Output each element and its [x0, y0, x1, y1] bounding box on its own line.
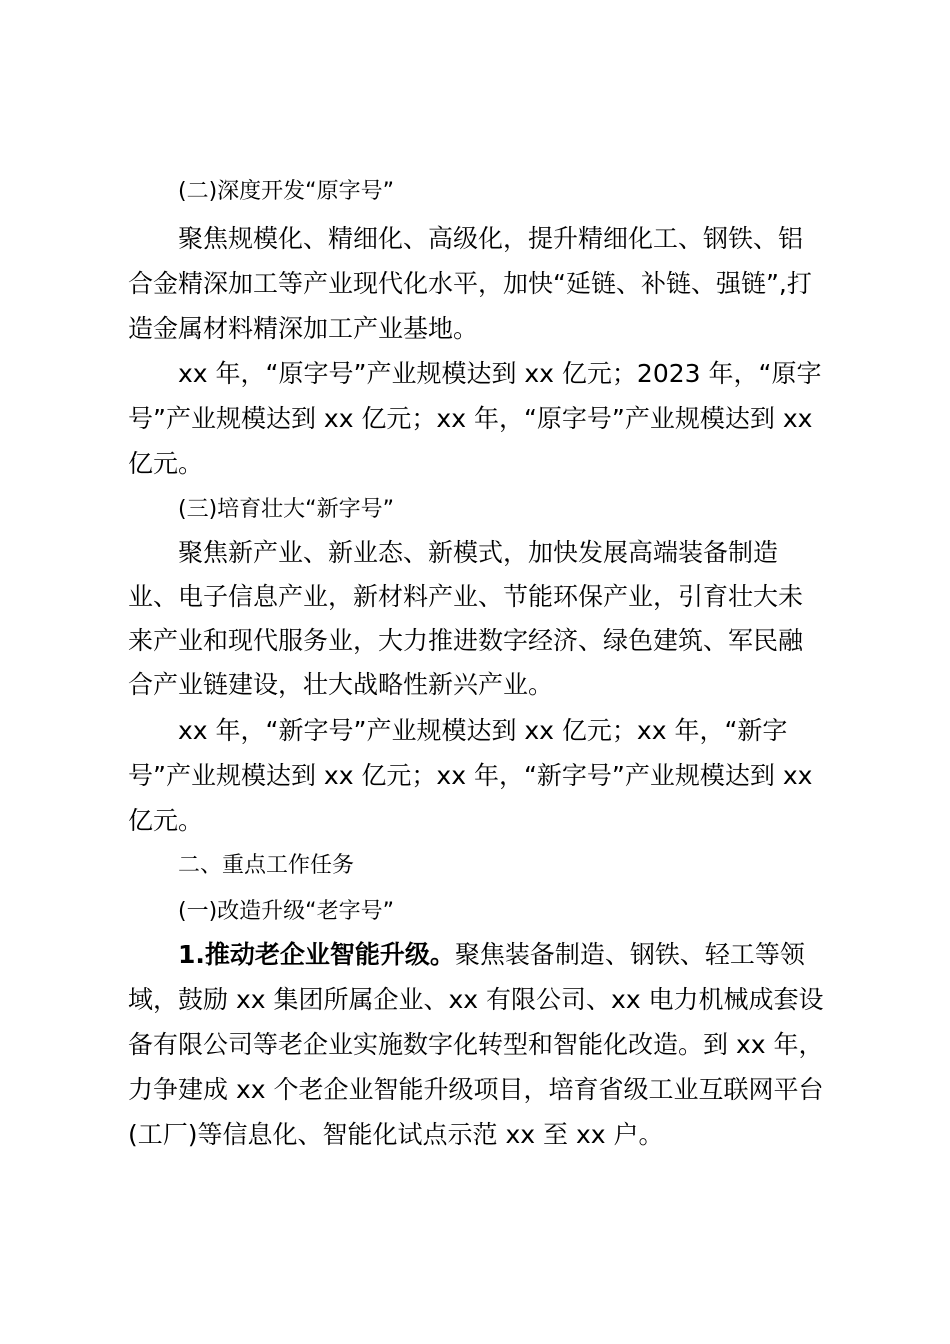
paragraph-line: 备有限公司等老企业实施数字化转型和智能化改造。到 xx 年，	[128, 1030, 824, 1059]
paragraph-line: 业、电子信息产业，新材料产业、节能环保产业，引育壮大未	[128, 582, 804, 611]
paragraph-line: xx 年，“原字号”产业规模达到 xx 亿元；2023 年，“原字	[178, 359, 822, 388]
paragraph-line: 亿元。	[128, 449, 204, 478]
section-heading-yuanzihao: (二)深度开发“原字号”	[178, 179, 394, 204]
paragraph-line: 力争建成 xx 个老企业智能升级项目，培育省级工业互联网平台	[128, 1075, 824, 1104]
paragraph-line: xx 年，“新字号”产业规模达到 xx 亿元；xx 年，“新字	[178, 716, 788, 745]
paragraph-line: 合产业链建设，壮大战略性新兴产业。	[128, 670, 554, 699]
sub-heading-laozihao: (一)改造升级“老字号”	[178, 899, 394, 924]
paragraph-line: 合金精深加工等产业现代化水平，加快“延链、补链、强链”,打	[128, 269, 812, 298]
item1-first-line	[178, 938, 878, 972]
paragraph-line: 亿元。	[128, 806, 204, 835]
paragraph-line: 造金属材料精深加工产业基地。	[128, 314, 479, 343]
item1-first-rest: 聚焦装备制造、钢铁、轻工等领	[454, 940, 805, 969]
paragraph-line: 来产业和现代服务业，大力推进数字经济、绿色建筑、军民融	[128, 626, 804, 655]
paragraph-line: 号”产业规模达到 xx 亿元；xx 年，“原字号”产业规模达到 xx	[128, 404, 813, 433]
paragraph-line: (工厂)等信息化、智能化试点示范 xx 至 xx 户。	[128, 1120, 664, 1149]
part-heading: 二、重点工作任务	[178, 853, 355, 878]
paragraph-line: 聚焦新产业、新业态、新模式，加快发展高端装备制造	[178, 538, 779, 567]
paragraph-line: 聚焦规模化、精细化、高级化，提升精细化工、钢铁、铝	[178, 224, 804, 253]
paragraph-line: 号”产业规模达到 xx 亿元；xx 年，“新字号”产业规模达到 xx	[128, 761, 813, 790]
paragraph-line: 域，鼓励 xx 集团所属企业、xx 有限公司、xx 电力机械成套设	[128, 985, 824, 1014]
item1-bold-lead: 1.推动老企业智能升级。	[178, 940, 455, 969]
section-heading-xinzihao: (三)培育壮大“新字号”	[178, 497, 394, 522]
